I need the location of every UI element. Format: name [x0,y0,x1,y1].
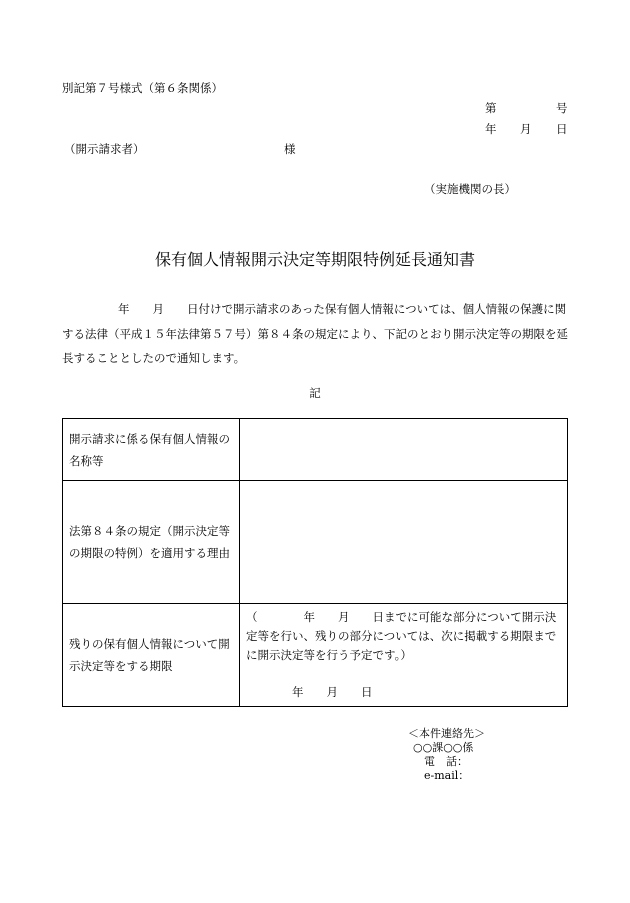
contact-email: e-mail： [424,769,470,782]
row1-value [240,419,568,481]
row3-value [240,604,568,707]
doc-date-year: 年 [485,122,497,136]
body-paragraph: 年 月 日付けで開示請求のあった保有個人情報については、個人情報の保護に関する法律（平成１５年法律第５７号）第８４条の規定により、下記のとおり開示決定等の期限を延長することとしたので通知します。 [62,302,568,365]
row3-label: 残りの保有個人情報について開示決定等をする期限 [63,604,240,707]
requester-honorific: 様 [284,142,296,156]
issuer: （実施機関の長） [424,182,516,196]
row2-value [240,481,568,604]
contact-phone: 電 話： [424,755,468,768]
document-title: 保有個人情報開示決定等期限特例延長通知書 [154,250,475,269]
row1-label: 開示請求に係る保有個人情報の名称等 [63,419,240,481]
doc-date-month: 月 [520,122,532,136]
info-table [62,418,568,707]
row3-date: 年 月 日 [292,685,373,699]
table-row [63,481,568,604]
form-number: 別記第７号様式（第６条関係） [62,81,223,95]
contact-heading: ＜本件連絡先＞ [408,727,485,740]
table-row [63,604,568,707]
doc-number-prefix: 第 [485,101,497,115]
doc-date-day: 日 [556,122,568,136]
ki-marker: 記 [309,386,321,400]
doc-number-suffix: 号 [556,101,568,115]
table-row [63,419,568,481]
row3-text: （ 年 月 日までに可能な部分について開示決定等を行い、残りの部分については、次に掲載する期限までに開示決定等を行う予定です。） [246,610,557,662]
requester-label: （開示請求者） [64,142,145,156]
contact-section: ○○課○○係 [413,741,474,754]
contact-block [408,727,485,783]
row2-label: 法第８４条の規定（開示決定等の期限の特例）を適用する理由 [63,481,240,604]
